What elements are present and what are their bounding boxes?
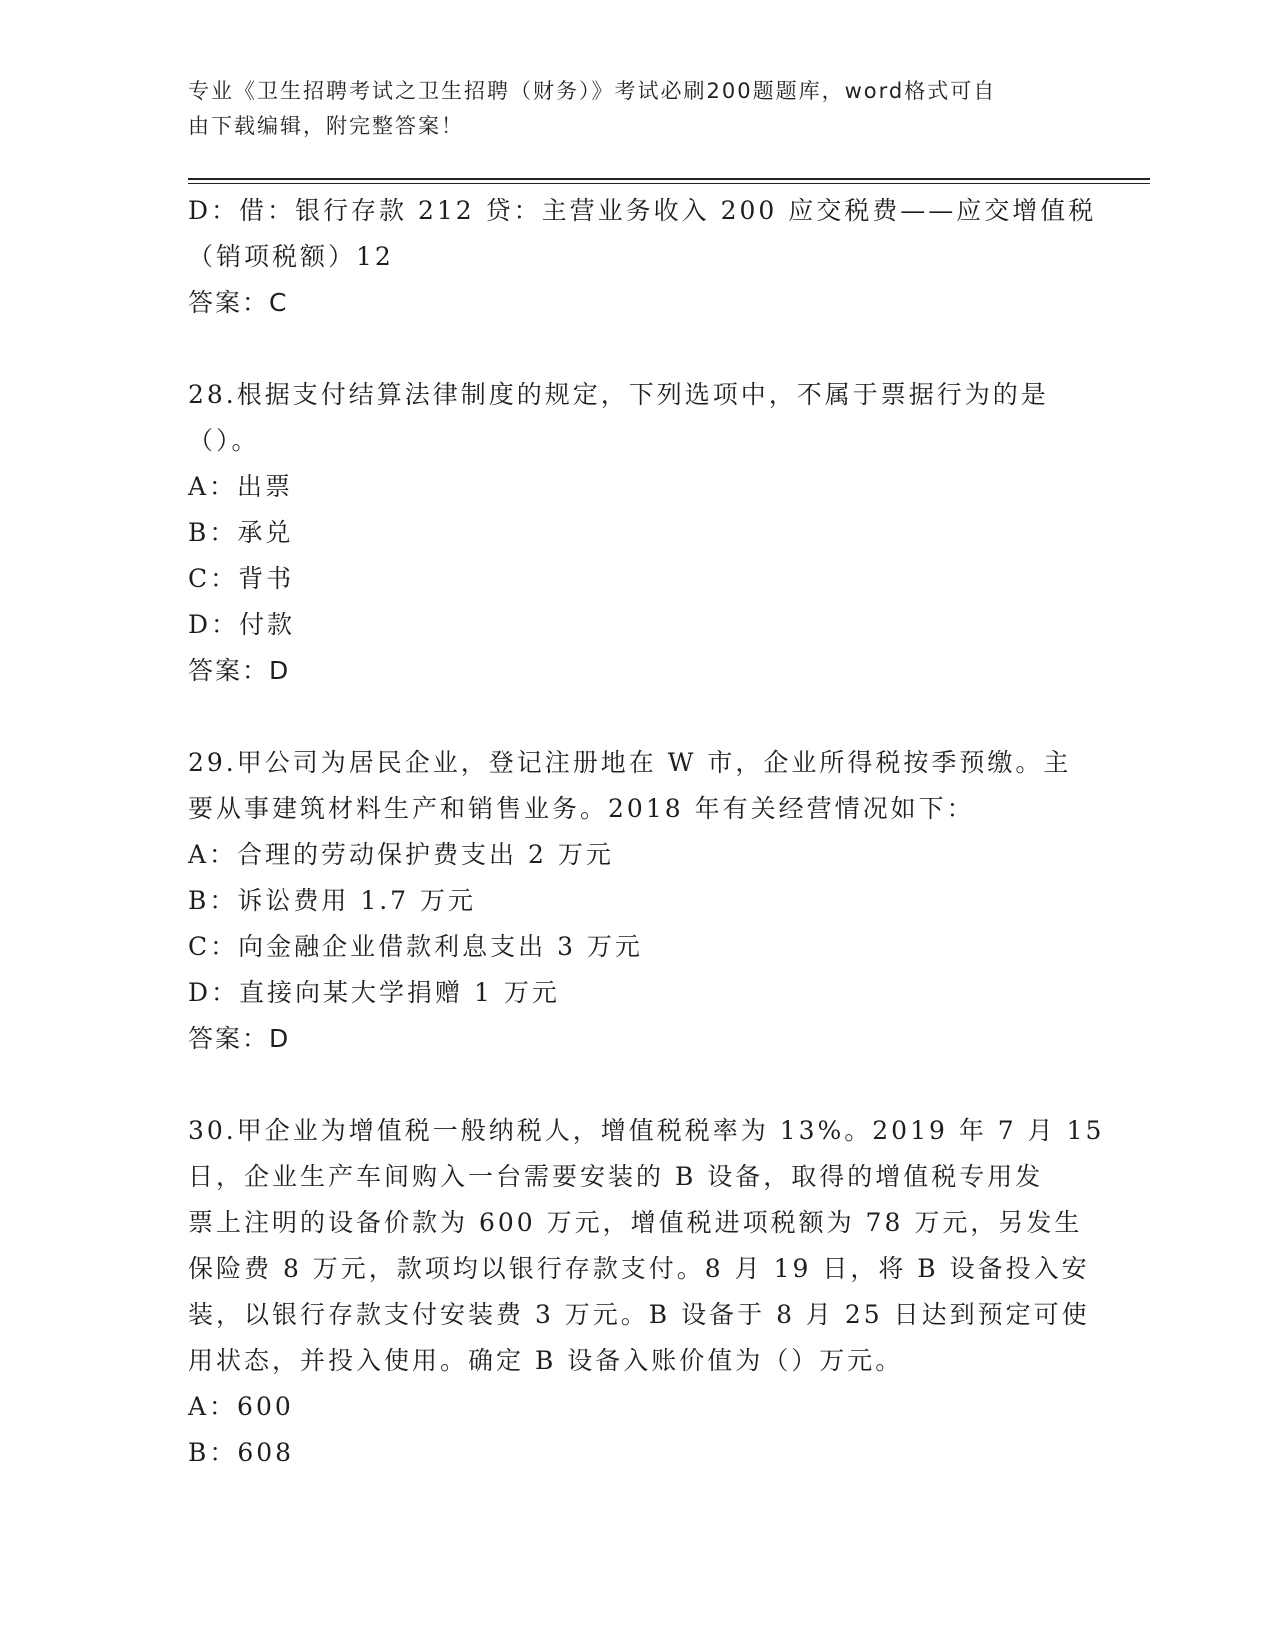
question-28-option-a: A：出票: [188, 472, 294, 501]
question-29-option-c: C：向金融企业借款利息支出 3 万元: [188, 932, 643, 961]
question-30: [188, 1108, 1105, 1476]
page-header: [188, 74, 1068, 144]
question-30-option-a: A：600: [188, 1392, 294, 1421]
question-29-option-a: A：合理的劳动保护费支出 2 万元: [188, 840, 614, 869]
header-line-2: 由下载编辑，附完整答案！: [188, 114, 464, 138]
question-27-tail: [188, 188, 1097, 326]
spacer: [188, 694, 1078, 740]
question-30-stem-line-5: 装，以银行存款支付安装费 3 万元。B 设备于 8 月 25 日达到预定可使: [188, 1300, 1090, 1329]
question-30-stem-line-4: 保险费 8 万元，款项均以银行存款支付。8 月 19 日，将 B 设备投入安: [188, 1254, 1090, 1283]
question-30-stem-line-6: 用状态，并投入使用。确定 B 设备入账价值为（）万元。: [188, 1346, 904, 1375]
question-30-option-b: B：608: [188, 1438, 295, 1467]
answer-27: 答案：C: [188, 288, 289, 317]
document-body: [188, 188, 1105, 1476]
question-30-stem-line-3: 票上注明的设备价款为 600 万元，增值税进项税额为 78 万元，另发生: [188, 1208, 1083, 1237]
question-29-option-d: D：直接向某大学捐赠 1 万元: [188, 978, 560, 1007]
question-29: [188, 740, 1078, 1062]
option-d-line-2: （销项税额）12: [188, 242, 394, 271]
header-line-1: 专业《卫生招聘考试之卫生招聘（财务）》考试必刷200题题库，word格式可自: [188, 79, 997, 103]
question-28-stem-line-1: 28.根据支付结算法律制度的规定，下列选项中，不属于票据行为的是: [188, 380, 1049, 409]
spacer: [188, 1062, 1078, 1108]
header-rule-thin: [188, 183, 1150, 184]
spacer: [188, 326, 1078, 372]
header-rule-thick: [188, 178, 1150, 180]
question-28-option-d: D：付款: [188, 610, 296, 639]
question-28-stem-line-2: （）。: [188, 426, 260, 455]
option-d-line-1: D：借：银行存款 212 贷：主营业务收入 200 应交税费——应交增值税: [188, 196, 1097, 225]
question-28-option-b: B：承兑: [188, 518, 294, 547]
question-30-stem-line-2: 日，企业生产车间购入一台需要安装的 B 设备，取得的增值税专用发: [188, 1162, 1044, 1191]
question-28: [188, 372, 1078, 694]
question-29-stem-line-1: 29.甲公司为居民企业，登记注册地在 W 市，企业所得税按季预缴。主: [188, 748, 1072, 777]
question-29-stem-line-2: 要从事建筑材料生产和销售业务。2018 年有关经营情况如下：: [188, 794, 975, 823]
answer-29: 答案：D: [188, 1024, 291, 1053]
question-30-stem-line-1: 30.甲企业为增值税一般纳税人，增值税税率为 13%。2019 年 7 月 15: [188, 1116, 1105, 1145]
answer-28: 答案：D: [188, 656, 291, 685]
question-29-option-b: B：诉讼费用 1.7 万元: [188, 886, 477, 915]
question-28-option-c: C：背书: [188, 564, 295, 593]
